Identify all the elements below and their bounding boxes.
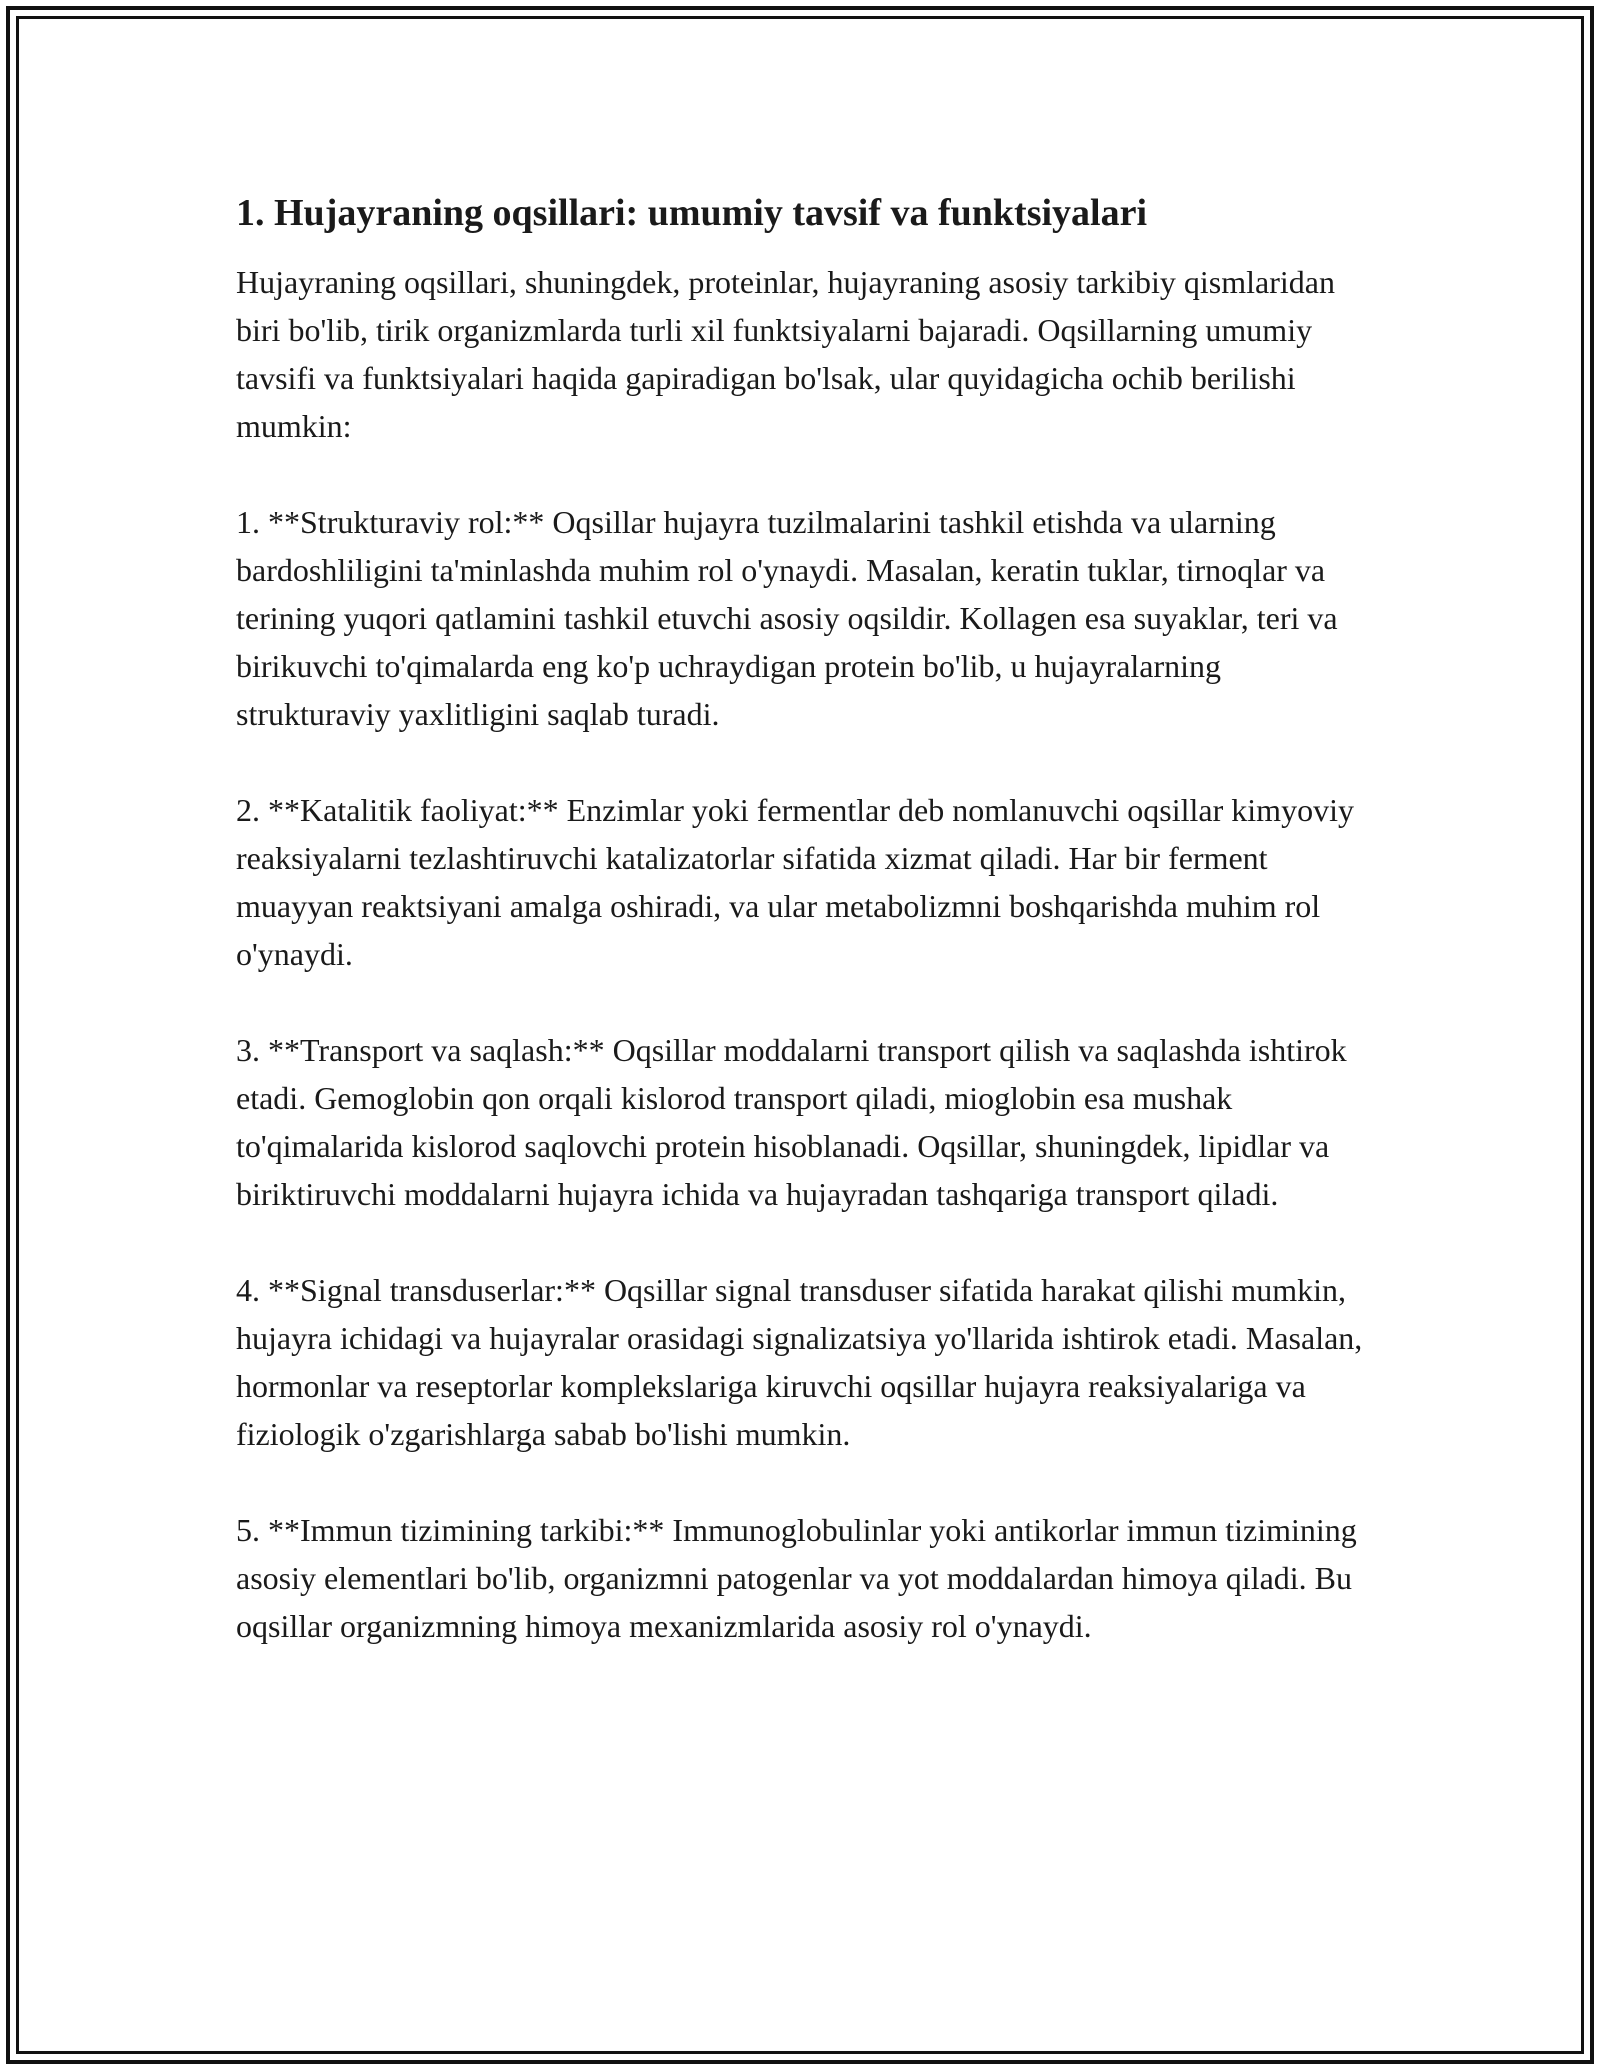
list-item-structural-role: 1. **Strukturaviy rol:** Oqsillar hujayra tuzilmalarini tashkil etishda va ularning bardoshliligini ta'minlashda muhim rol o'ynaydi. Masalan, keratin tuklar, tirnoqlar va terining yuqori qatlamini tashkil etuvchi asosiy oqsildir. Kollagen esa suyaklar, teri va birikuvchi to'qimalarda eng ko'p uchraydigan protein bo'lib, u hujayralarning strukturaviy yaxlitligini saqlab turadi. xyxy=(236,504,1338,732)
document-body xyxy=(236,186,1376,1698)
list-item-immune-system: 5. **Immun tizimining tarkibi:** Immunoglobulinlar yoki antikorlar immun tizimining asosiy elementlari bo'lib, organizmni patogenlar va yot moddalardan himoya qiladi. Bu oqsillar organizmning himoya mexanizmlarida asosiy rol o'ynaydi. xyxy=(236,1512,1357,1644)
list-item-transport-storage: 3. **Transport va saqlash:** Oqsillar moddalarni transport qilish va saqlashda ishtirok etadi. Gemoglobin qon orqali kislorod transport qiladi, mioglobin esa mushak to'qimalarida kislorod saqlovchi protein hisoblanadi. Oqsillar, shuningdek, lipidlar va biriktiruvchi moddalarni hujayra ichida va hujayradan tashqariga transport qiladi. xyxy=(236,1032,1347,1212)
intro-paragraph: Hujayraning oqsillari, shuningdek, proteinlar, hujayraning asosiy tarkibiy qismlaridan biri bo'lib, tirik organizmlarda turli xil funktsiyalarni bajaradi. Oqsillarning umumiy tavsifi va funktsiyalari haqida gapiradigan bo'lsak, ular quyidagicha ochib berilishi mumkin: xyxy=(236,264,1335,444)
list-item-signal-transducers: 4. **Signal transduserlar:** Oqsillar signal transduser sifatida harakat qilishi mumkin, hujayra ichidagi va hujayralar orasidagi signalizatsiya yo'llarida ishtirok etadi. Masalan, hormonlar va reseptorlar komplekslariga kiruvchi oqsillar hujayra reaksiyalariga va fiziologik o'zgarishlarga sabab bo'lishi mumkin. xyxy=(236,1272,1363,1452)
section-heading: 1. Hujayraning oqsillari: umumiy tavsif va funktsiyalari xyxy=(236,192,1148,234)
list-item-catalytic-activity: 2. **Katalitik faoliyat:** Enzimlar yoki fermentlar deb nomlanuvchi oqsillar kimyoviy reaksiyalarni tezlashtiruvchi katalizatorlar sifatida xizmat qiladi. Har bir ferment muayyan reaktsiyani amalga oshiradi, va ular metabolizmni boshqarishda muhim rol o'ynaydi. xyxy=(236,792,1354,972)
